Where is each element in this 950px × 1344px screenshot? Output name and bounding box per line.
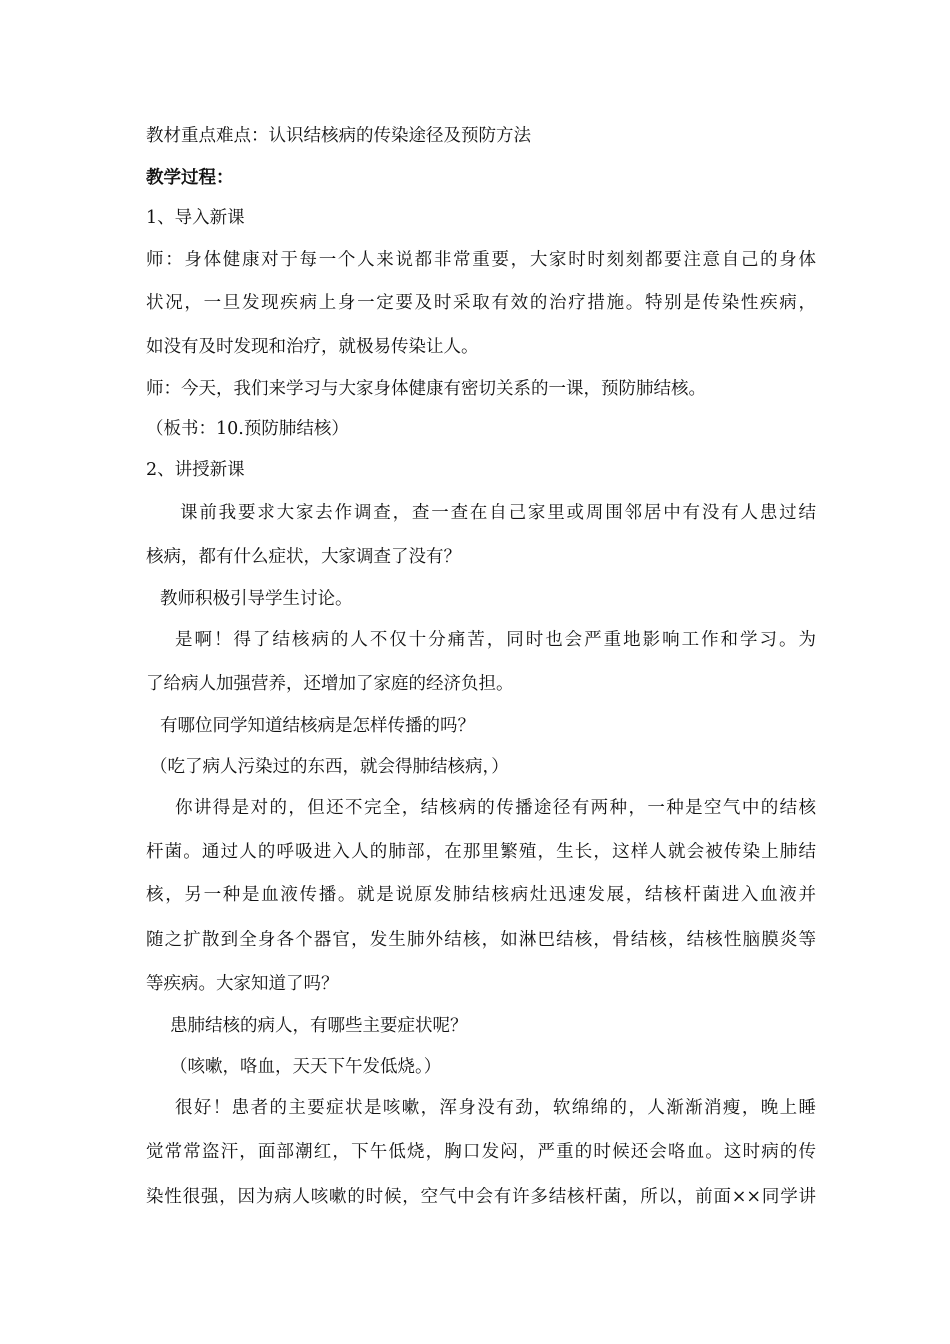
paragraph-line: 是啊！得了结核病的人不仅十分痛苦，同时也会严重地影响工作和学习。为 xyxy=(175,630,816,650)
board-note-line: （板书：10.预防肺结核） xyxy=(146,419,349,439)
paragraph-line: 等疾病。大家知道了吗？ xyxy=(146,974,339,994)
paragraph-line: 有哪位同学知道结核病是怎样传播的吗？ xyxy=(160,716,475,736)
teaching-process-heading: 教学过程： xyxy=(146,168,234,188)
paragraph-line: （吃了病人污染过的东西，就会得肺结核病，） xyxy=(150,757,509,777)
key-points-line: 教材重点难点：认识结核病的传染途径及预防方法 xyxy=(146,126,531,146)
paragraph-line: 师：今天，我们来学习与大家身体健康有密切关系的一课，预防肺结核。 xyxy=(146,379,706,399)
paragraph-line: 师：身体健康对于每一个人来说都非常重要，大家时时刻刻都要注意自己的身体 xyxy=(146,250,816,270)
paragraph-line: 觉常常盗汗，面部潮红，下午低烧，胸口发闷，严重的时候还会咯血。这时病的传 xyxy=(146,1142,816,1162)
paragraph-line: 染性很强，因为病人咳嗽的时候，空气中会有许多结核杆菌，所以，前面××同学讲 xyxy=(146,1187,816,1207)
paragraph-line: 你讲得是对的，但还不完全，结核病的传播途径有两种，一种是空气中的结核 xyxy=(175,798,816,818)
paragraph-line: 患肺结核的病人，有哪些主要症状呢？ xyxy=(170,1016,468,1036)
paragraph-line: 课前我要求大家去作调查，查一查在自己家里或周围邻居中有没有人患过结 xyxy=(180,503,816,523)
paragraph-line: 很好！患者的主要症状是咳嗽，浑身没有劲，软绵绵的，人渐渐消瘦，晚上睡 xyxy=(175,1098,816,1118)
paragraph-line: 状况，一旦发现疾病上身一定要及时采取有效的治疗措施。特别是传染性疾病， xyxy=(146,293,816,313)
paragraph-line: 核，另一种是血液传播。就是说原发肺结核病灶迅速发展，结核杆菌进入血液并 xyxy=(146,885,816,905)
paragraph-line: 随之扩散到全身各个器官，发生肺外结核，如淋巴结核，骨结核，结核性脑膜炎等 xyxy=(146,930,816,950)
paragraph-line: 教师积极引导学生讨论。 xyxy=(160,589,353,609)
paragraph-line: 杆菌。通过人的呼吸进入人的肺部，在那里繁殖，生长，这样人就会被传染上肺结 xyxy=(146,842,816,862)
paragraph-line: 核病，都有什么症状，大家调查了没有？ xyxy=(146,547,461,567)
paragraph-line: 如没有及时发现和治疗，就极易传染让人。 xyxy=(146,337,479,357)
section-2-heading: 2、讲授新课 xyxy=(146,460,245,480)
section-1-heading: 1、导入新课 xyxy=(146,208,245,228)
paragraph-line: 了给病人加强营养，还增加了家庭的经济负担。 xyxy=(146,674,514,694)
paragraph-line: （咳嗽，咯血，天天下午发低烧。） xyxy=(170,1057,442,1077)
